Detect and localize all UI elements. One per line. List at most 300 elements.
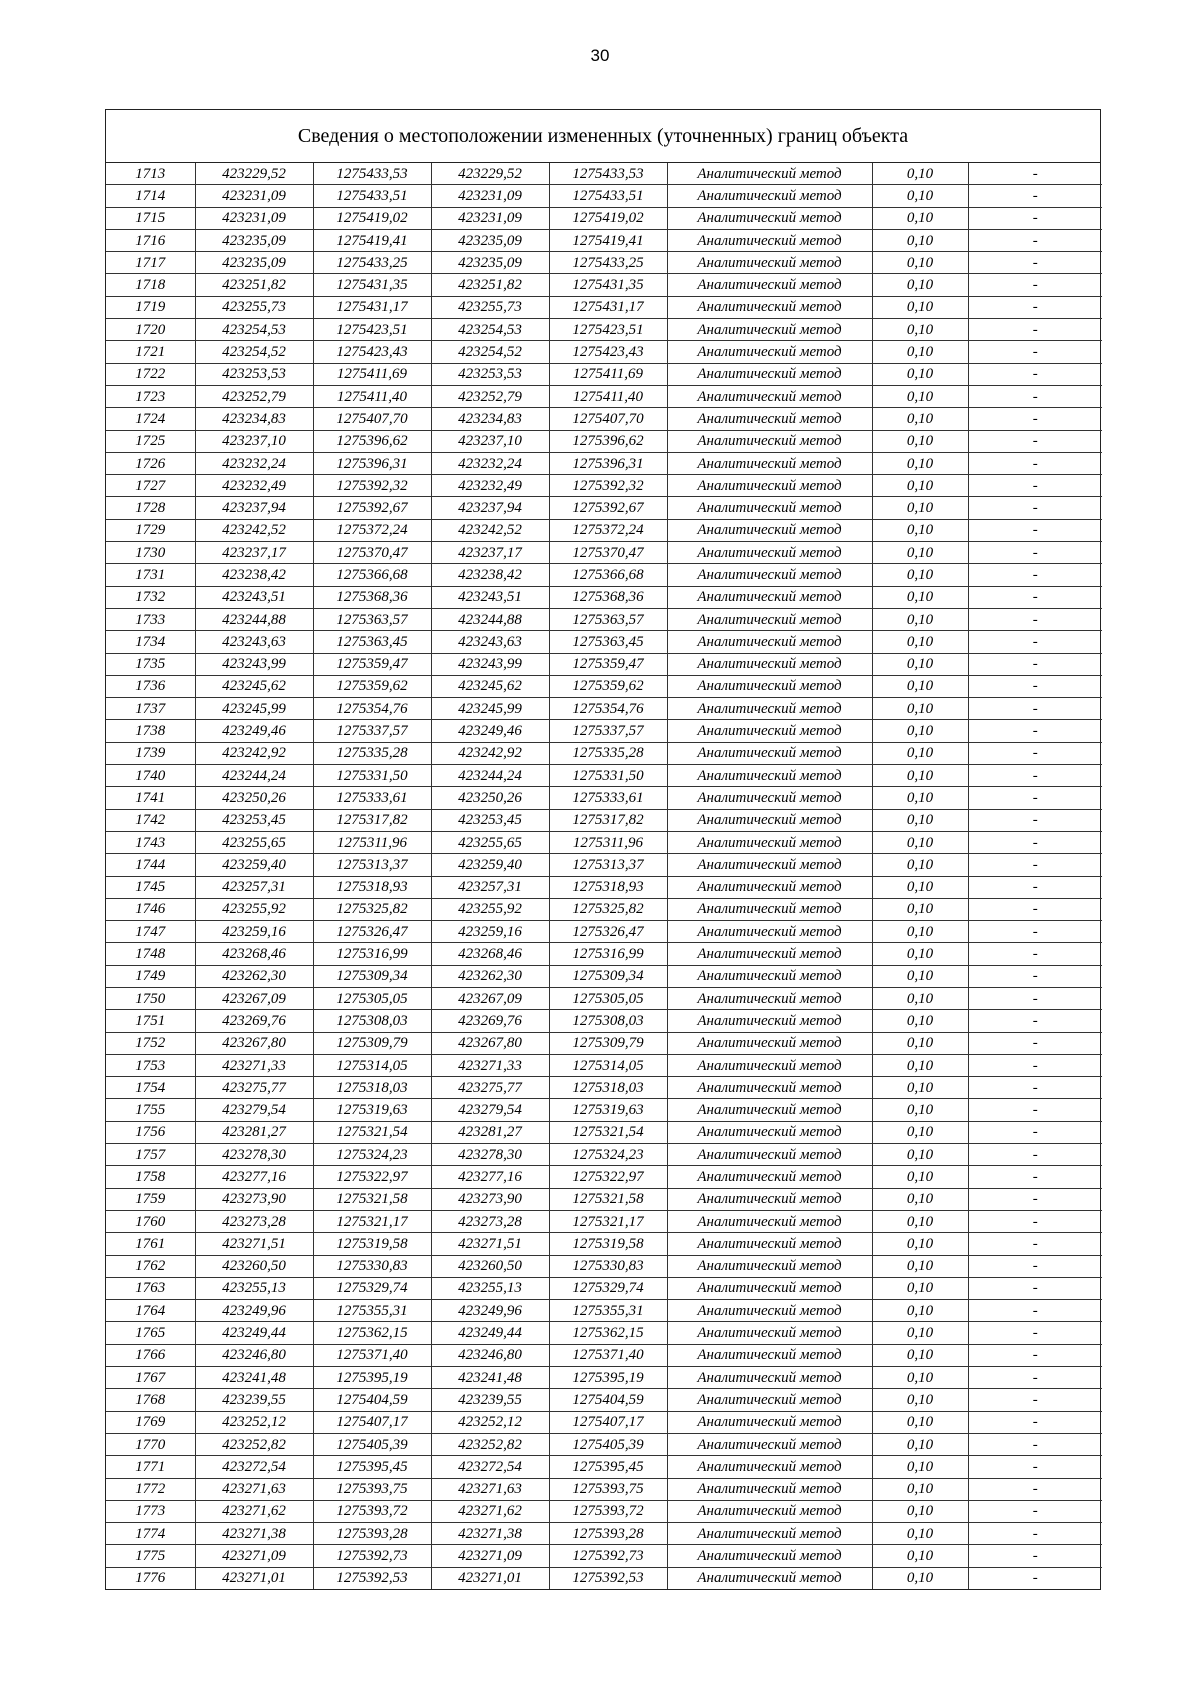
cell-accuracy: 0,10 xyxy=(872,519,968,541)
cell-accuracy: 0,10 xyxy=(872,274,968,296)
cell-y-new: 1275314,05 xyxy=(549,1054,667,1076)
cell-method: Аналитический метод xyxy=(667,586,872,608)
cell-x-new: 423229,52 xyxy=(431,163,549,185)
table-row xyxy=(106,1545,1102,1567)
table-row xyxy=(106,1567,1102,1589)
cell-note: - xyxy=(968,876,1102,898)
cell-note: - xyxy=(968,430,1102,452)
cell-method: Аналитический метод xyxy=(667,1166,872,1188)
cell-y-new: 1275363,57 xyxy=(549,608,667,630)
table-row xyxy=(106,229,1102,251)
cell-accuracy: 0,10 xyxy=(872,1545,968,1567)
cell-method: Аналитический метод xyxy=(667,809,872,831)
cell-accuracy: 0,10 xyxy=(872,252,968,274)
cell-accuracy: 0,10 xyxy=(872,854,968,876)
cell-point-number: 1750 xyxy=(106,987,195,1009)
cell-method: Аналитический метод xyxy=(667,876,872,898)
cell-accuracy: 0,10 xyxy=(872,1344,968,1366)
cell-method: Аналитический метод xyxy=(667,943,872,965)
cell-accuracy: 0,10 xyxy=(872,1210,968,1232)
cell-y-new: 1275372,24 xyxy=(549,519,667,541)
cell-x-new: 423278,30 xyxy=(431,1144,549,1166)
boundary-table xyxy=(105,109,1101,1590)
cell-method: Аналитический метод xyxy=(667,296,872,318)
cell-x-existing: 423279,54 xyxy=(195,1099,313,1121)
table-row xyxy=(106,363,1102,385)
cell-x-existing: 423259,40 xyxy=(195,854,313,876)
cell-y-new: 1275326,47 xyxy=(549,921,667,943)
cell-x-existing: 423246,80 xyxy=(195,1344,313,1366)
cell-x-new: 423239,55 xyxy=(431,1389,549,1411)
cell-y-existing: 1275311,96 xyxy=(313,831,431,853)
cell-y-existing: 1275392,53 xyxy=(313,1567,431,1589)
cell-y-existing: 1275314,05 xyxy=(313,1054,431,1076)
cell-x-existing: 423232,24 xyxy=(195,452,313,474)
cell-x-new: 423267,80 xyxy=(431,1032,549,1054)
cell-point-number: 1762 xyxy=(106,1255,195,1277)
cell-accuracy: 0,10 xyxy=(872,1233,968,1255)
cell-y-existing: 1275423,43 xyxy=(313,341,431,363)
cell-method: Аналитический метод xyxy=(667,1478,872,1500)
cell-note: - xyxy=(968,1545,1102,1567)
cell-note: - xyxy=(968,1322,1102,1344)
cell-y-existing: 1275316,99 xyxy=(313,943,431,965)
cell-point-number: 1717 xyxy=(106,252,195,274)
cell-y-existing: 1275337,57 xyxy=(313,720,431,742)
cell-method: Аналитический метод xyxy=(667,1456,872,1478)
table-row xyxy=(106,1210,1102,1232)
cell-point-number: 1752 xyxy=(106,1032,195,1054)
cell-x-new: 423260,50 xyxy=(431,1255,549,1277)
cell-method: Аналитический метод xyxy=(667,207,872,229)
cell-point-number: 1774 xyxy=(106,1523,195,1545)
cell-note: - xyxy=(968,497,1102,519)
cell-x-existing: 423255,65 xyxy=(195,831,313,853)
table-row xyxy=(106,943,1102,965)
cell-y-new: 1275313,37 xyxy=(549,854,667,876)
table-row xyxy=(106,1478,1102,1500)
cell-x-new: 423244,88 xyxy=(431,608,549,630)
cell-x-existing: 423255,13 xyxy=(195,1277,313,1299)
cell-x-new: 423238,42 xyxy=(431,564,549,586)
table-row xyxy=(106,1077,1102,1099)
cell-point-number: 1760 xyxy=(106,1210,195,1232)
cell-note: - xyxy=(968,1032,1102,1054)
cell-y-existing: 1275419,02 xyxy=(313,207,431,229)
cell-method: Аналитический метод xyxy=(667,363,872,385)
cell-y-new: 1275309,34 xyxy=(549,965,667,987)
cell-accuracy: 0,10 xyxy=(872,229,968,251)
cell-accuracy: 0,10 xyxy=(872,1144,968,1166)
table-row xyxy=(106,385,1102,407)
cell-accuracy: 0,10 xyxy=(872,987,968,1009)
cell-note: - xyxy=(968,965,1102,987)
cell-y-new: 1275393,72 xyxy=(549,1500,667,1522)
cell-x-existing: 423254,53 xyxy=(195,319,313,341)
table-row xyxy=(106,787,1102,809)
cell-point-number: 1738 xyxy=(106,720,195,742)
cell-x-existing: 423271,38 xyxy=(195,1523,313,1545)
table-row xyxy=(106,207,1102,229)
cell-point-number: 1740 xyxy=(106,765,195,787)
table-row xyxy=(106,408,1102,430)
cell-accuracy: 0,10 xyxy=(872,1166,968,1188)
cell-x-new: 423259,40 xyxy=(431,854,549,876)
cell-method: Аналитический метод xyxy=(667,519,872,541)
cell-accuracy: 0,10 xyxy=(872,876,968,898)
cell-note: - xyxy=(968,385,1102,407)
cell-y-existing: 1275325,82 xyxy=(313,898,431,920)
cell-x-new: 423235,09 xyxy=(431,252,549,274)
cell-y-existing: 1275407,17 xyxy=(313,1411,431,1433)
cell-accuracy: 0,10 xyxy=(872,542,968,564)
table-row xyxy=(106,542,1102,564)
cell-y-new: 1275318,03 xyxy=(549,1077,667,1099)
cell-y-new: 1275359,62 xyxy=(549,675,667,697)
cell-y-existing: 1275395,19 xyxy=(313,1367,431,1389)
cell-method: Аналитический метод xyxy=(667,1144,872,1166)
cell-y-existing: 1275329,74 xyxy=(313,1277,431,1299)
cell-y-new: 1275370,47 xyxy=(549,542,667,564)
cell-x-new: 423272,54 xyxy=(431,1456,549,1478)
cell-y-new: 1275392,67 xyxy=(549,497,667,519)
cell-x-existing: 423249,44 xyxy=(195,1322,313,1344)
cell-point-number: 1743 xyxy=(106,831,195,853)
cell-accuracy: 0,10 xyxy=(872,608,968,630)
table-body xyxy=(106,163,1102,1589)
cell-x-new: 423271,01 xyxy=(431,1567,549,1589)
cell-x-new: 423242,92 xyxy=(431,742,549,764)
cell-note: - xyxy=(968,1121,1102,1143)
cell-y-existing: 1275321,58 xyxy=(313,1188,431,1210)
cell-note: - xyxy=(968,1389,1102,1411)
cell-x-new: 423255,73 xyxy=(431,296,549,318)
cell-note: - xyxy=(968,809,1102,831)
table-row xyxy=(106,876,1102,898)
cell-x-existing: 423249,96 xyxy=(195,1300,313,1322)
cell-y-existing: 1275313,37 xyxy=(313,854,431,876)
cell-x-new: 423251,82 xyxy=(431,274,549,296)
cell-point-number: 1776 xyxy=(106,1567,195,1589)
cell-x-new: 423245,99 xyxy=(431,698,549,720)
cell-x-existing: 423269,76 xyxy=(195,1010,313,1032)
cell-y-existing: 1275419,41 xyxy=(313,229,431,251)
cell-note: - xyxy=(968,1300,1102,1322)
cell-x-new: 423241,48 xyxy=(431,1367,549,1389)
cell-accuracy: 0,10 xyxy=(872,1389,968,1411)
cell-x-existing: 423262,30 xyxy=(195,965,313,987)
cell-method: Аналитический метод xyxy=(667,385,872,407)
cell-method: Аналитический метод xyxy=(667,1210,872,1232)
cell-accuracy: 0,10 xyxy=(872,586,968,608)
cell-note: - xyxy=(968,1567,1102,1589)
cell-y-existing: 1275359,47 xyxy=(313,653,431,675)
table-row xyxy=(106,921,1102,943)
table-row xyxy=(106,1322,1102,1344)
cell-method: Аналитический метод xyxy=(667,1300,872,1322)
cell-y-new: 1275419,02 xyxy=(549,207,667,229)
cell-point-number: 1772 xyxy=(106,1478,195,1500)
coordinates-table xyxy=(106,163,1102,1589)
cell-x-existing: 423229,52 xyxy=(195,163,313,185)
cell-note: - xyxy=(968,1433,1102,1455)
cell-y-new: 1275396,31 xyxy=(549,452,667,474)
cell-y-existing: 1275318,03 xyxy=(313,1077,431,1099)
cell-y-new: 1275407,17 xyxy=(549,1411,667,1433)
table-row xyxy=(106,1500,1102,1522)
cell-accuracy: 0,10 xyxy=(872,675,968,697)
cell-point-number: 1723 xyxy=(106,385,195,407)
cell-accuracy: 0,10 xyxy=(872,207,968,229)
cell-y-existing: 1275333,61 xyxy=(313,787,431,809)
cell-y-existing: 1275423,51 xyxy=(313,319,431,341)
cell-x-new: 423234,83 xyxy=(431,408,549,430)
page-number: 30 xyxy=(590,46,610,65)
cell-y-new: 1275411,69 xyxy=(549,363,667,385)
cell-method: Аналитический метод xyxy=(667,1188,872,1210)
cell-note: - xyxy=(968,163,1102,185)
cell-x-existing: 423243,63 xyxy=(195,631,313,653)
cell-point-number: 1728 xyxy=(106,497,195,519)
cell-x-existing: 423271,62 xyxy=(195,1500,313,1522)
cell-accuracy: 0,10 xyxy=(872,1277,968,1299)
cell-x-new: 423245,62 xyxy=(431,675,549,697)
cell-y-new: 1275368,36 xyxy=(549,586,667,608)
cell-point-number: 1729 xyxy=(106,519,195,541)
table-row xyxy=(106,1099,1102,1121)
table-row xyxy=(106,475,1102,497)
cell-accuracy: 0,10 xyxy=(872,1367,968,1389)
cell-y-new: 1275392,32 xyxy=(549,475,667,497)
cell-y-new: 1275423,51 xyxy=(549,319,667,341)
cell-note: - xyxy=(968,921,1102,943)
cell-x-new: 423262,30 xyxy=(431,965,549,987)
cell-note: - xyxy=(968,1523,1102,1545)
cell-x-new: 423267,09 xyxy=(431,987,549,1009)
cell-point-number: 1737 xyxy=(106,698,195,720)
cell-x-new: 423281,27 xyxy=(431,1121,549,1143)
cell-y-existing: 1275326,47 xyxy=(313,921,431,943)
cell-method: Аналитический метод xyxy=(667,854,872,876)
cell-x-existing: 423252,82 xyxy=(195,1433,313,1455)
cell-y-new: 1275309,79 xyxy=(549,1032,667,1054)
cell-y-new: 1275396,62 xyxy=(549,430,667,452)
cell-x-existing: 423260,50 xyxy=(195,1255,313,1277)
cell-point-number: 1718 xyxy=(106,274,195,296)
cell-note: - xyxy=(968,1367,1102,1389)
cell-y-new: 1275404,59 xyxy=(549,1389,667,1411)
cell-accuracy: 0,10 xyxy=(872,1010,968,1032)
cell-note: - xyxy=(968,1099,1102,1121)
table-row xyxy=(106,252,1102,274)
table-row xyxy=(106,1144,1102,1166)
cell-note: - xyxy=(968,742,1102,764)
cell-note: - xyxy=(968,608,1102,630)
cell-method: Аналитический метод xyxy=(667,341,872,363)
cell-accuracy: 0,10 xyxy=(872,1121,968,1143)
cell-note: - xyxy=(968,1478,1102,1500)
cell-y-existing: 1275363,45 xyxy=(313,631,431,653)
cell-x-existing: 423243,99 xyxy=(195,653,313,675)
cell-x-existing: 423242,92 xyxy=(195,742,313,764)
cell-y-new: 1275433,51 xyxy=(549,185,667,207)
table-row xyxy=(106,1389,1102,1411)
cell-point-number: 1715 xyxy=(106,207,195,229)
cell-y-existing: 1275396,62 xyxy=(313,430,431,452)
cell-point-number: 1744 xyxy=(106,854,195,876)
cell-y-existing: 1275395,45 xyxy=(313,1456,431,1478)
cell-y-new: 1275335,28 xyxy=(549,742,667,764)
cell-x-new: 423277,16 xyxy=(431,1166,549,1188)
cell-y-new: 1275393,75 xyxy=(549,1478,667,1500)
cell-y-existing: 1275355,31 xyxy=(313,1300,431,1322)
cell-y-new: 1275431,35 xyxy=(549,274,667,296)
cell-x-existing: 423268,46 xyxy=(195,943,313,965)
cell-accuracy: 0,10 xyxy=(872,1300,968,1322)
cell-y-existing: 1275372,24 xyxy=(313,519,431,541)
cell-x-existing: 423252,79 xyxy=(195,385,313,407)
cell-method: Аналитический метод xyxy=(667,720,872,742)
cell-method: Аналитический метод xyxy=(667,831,872,853)
cell-x-new: 423249,46 xyxy=(431,720,549,742)
cell-note: - xyxy=(968,1277,1102,1299)
cell-accuracy: 0,10 xyxy=(872,831,968,853)
cell-note: - xyxy=(968,207,1102,229)
cell-point-number: 1733 xyxy=(106,608,195,630)
cell-x-new: 423271,33 xyxy=(431,1054,549,1076)
cell-point-number: 1731 xyxy=(106,564,195,586)
cell-x-new: 423232,24 xyxy=(431,452,549,474)
cell-x-new: 423254,53 xyxy=(431,319,549,341)
cell-note: - xyxy=(968,296,1102,318)
cell-point-number: 1769 xyxy=(106,1411,195,1433)
cell-accuracy: 0,10 xyxy=(872,787,968,809)
cell-point-number: 1739 xyxy=(106,742,195,764)
cell-y-existing: 1275321,17 xyxy=(313,1210,431,1232)
cell-method: Аналитический метод xyxy=(667,1545,872,1567)
table-row xyxy=(106,564,1102,586)
table-row xyxy=(106,497,1102,519)
table-row xyxy=(106,765,1102,787)
cell-x-existing: 423253,45 xyxy=(195,809,313,831)
cell-y-new: 1275405,39 xyxy=(549,1433,667,1455)
cell-x-new: 423271,38 xyxy=(431,1523,549,1545)
cell-accuracy: 0,10 xyxy=(872,720,968,742)
cell-method: Аналитический метод xyxy=(667,1077,872,1099)
cell-x-existing: 423245,99 xyxy=(195,698,313,720)
cell-point-number: 1736 xyxy=(106,675,195,697)
table-row xyxy=(106,1344,1102,1366)
cell-y-existing: 1275393,72 xyxy=(313,1500,431,1522)
cell-x-existing: 423273,90 xyxy=(195,1188,313,1210)
cell-accuracy: 0,10 xyxy=(872,1099,968,1121)
table-row xyxy=(106,341,1102,363)
cell-accuracy: 0,10 xyxy=(872,319,968,341)
table-row xyxy=(106,1367,1102,1389)
cell-point-number: 1727 xyxy=(106,475,195,497)
cell-x-existing: 423239,55 xyxy=(195,1389,313,1411)
cell-method: Аналитический метод xyxy=(667,229,872,251)
cell-point-number: 1719 xyxy=(106,296,195,318)
cell-x-existing: 423237,94 xyxy=(195,497,313,519)
cell-method: Аналитический метод xyxy=(667,319,872,341)
table-row xyxy=(106,631,1102,653)
cell-x-new: 423279,54 xyxy=(431,1099,549,1121)
table-row xyxy=(106,1233,1102,1255)
table-row xyxy=(106,720,1102,742)
cell-point-number: 1747 xyxy=(106,921,195,943)
table-row xyxy=(106,185,1102,207)
table-row xyxy=(106,653,1102,675)
cell-accuracy: 0,10 xyxy=(872,185,968,207)
cell-x-existing: 423267,09 xyxy=(195,987,313,1009)
cell-point-number: 1713 xyxy=(106,163,195,185)
cell-x-existing: 423272,54 xyxy=(195,1456,313,1478)
cell-accuracy: 0,10 xyxy=(872,163,968,185)
cell-accuracy: 0,10 xyxy=(872,1322,968,1344)
cell-method: Аналитический метод xyxy=(667,1567,872,1589)
cell-y-existing: 1275407,70 xyxy=(313,408,431,430)
cell-y-new: 1275308,03 xyxy=(549,1010,667,1032)
cell-y-existing: 1275433,53 xyxy=(313,163,431,185)
table-title: Сведения о местоположении измененных (уточненных) границ объекта xyxy=(106,110,1100,163)
table-row xyxy=(106,898,1102,920)
cell-method: Аналитический метод xyxy=(667,965,872,987)
cell-y-new: 1275325,82 xyxy=(549,898,667,920)
cell-method: Аналитический метод xyxy=(667,787,872,809)
cell-y-new: 1275393,28 xyxy=(549,1523,667,1545)
cell-y-existing: 1275309,34 xyxy=(313,965,431,987)
cell-x-existing: 423271,51 xyxy=(195,1233,313,1255)
cell-note: - xyxy=(968,1010,1102,1032)
cell-accuracy: 0,10 xyxy=(872,1032,968,1054)
cell-x-existing: 423251,82 xyxy=(195,274,313,296)
cell-y-new: 1275371,40 xyxy=(549,1344,667,1366)
cell-note: - xyxy=(968,586,1102,608)
cell-point-number: 1722 xyxy=(106,363,195,385)
cell-note: - xyxy=(968,653,1102,675)
cell-y-new: 1275316,99 xyxy=(549,943,667,965)
cell-y-existing: 1275366,68 xyxy=(313,564,431,586)
cell-note: - xyxy=(968,987,1102,1009)
cell-accuracy: 0,10 xyxy=(872,385,968,407)
cell-x-new: 423252,79 xyxy=(431,385,549,407)
cell-note: - xyxy=(968,1144,1102,1166)
cell-y-existing: 1275368,36 xyxy=(313,586,431,608)
cell-x-new: 423243,99 xyxy=(431,653,549,675)
cell-y-new: 1275419,41 xyxy=(549,229,667,251)
cell-y-existing: 1275321,54 xyxy=(313,1121,431,1143)
table-row xyxy=(106,1300,1102,1322)
cell-x-existing: 423271,33 xyxy=(195,1054,313,1076)
cell-accuracy: 0,10 xyxy=(872,1411,968,1433)
cell-y-new: 1275433,53 xyxy=(549,163,667,185)
cell-y-existing: 1275331,50 xyxy=(313,765,431,787)
cell-accuracy: 0,10 xyxy=(872,1523,968,1545)
cell-x-new: 423232,49 xyxy=(431,475,549,497)
cell-method: Аналитический метод xyxy=(667,653,872,675)
cell-note: - xyxy=(968,564,1102,586)
cell-accuracy: 0,10 xyxy=(872,698,968,720)
cell-y-existing: 1275396,31 xyxy=(313,452,431,474)
cell-point-number: 1725 xyxy=(106,430,195,452)
cell-y-new: 1275319,58 xyxy=(549,1233,667,1255)
cell-accuracy: 0,10 xyxy=(872,452,968,474)
cell-x-new: 423271,63 xyxy=(431,1478,549,1500)
cell-method: Аналитический метод xyxy=(667,921,872,943)
cell-x-new: 423231,09 xyxy=(431,207,549,229)
cell-y-existing: 1275362,15 xyxy=(313,1322,431,1344)
